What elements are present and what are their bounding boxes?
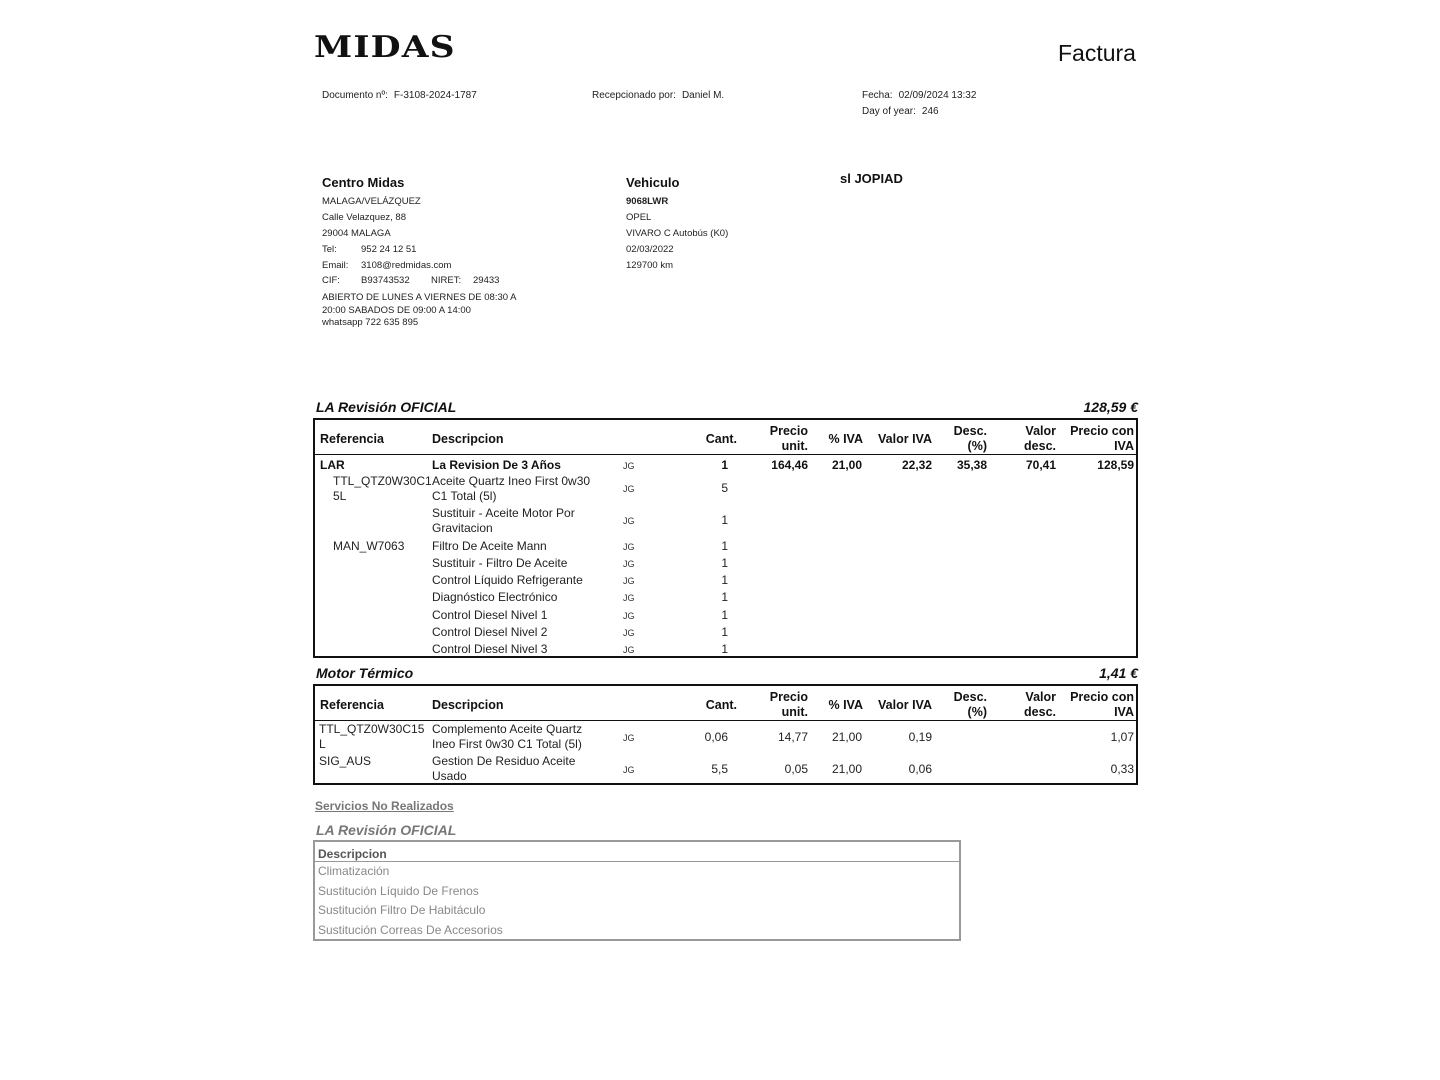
centro-city: 29004 MALAGA <box>322 228 391 239</box>
item-cant: 1 <box>721 625 728 639</box>
recepcionado-value: Daniel M. <box>681 90 725 101</box>
main-op: JG <box>623 461 635 471</box>
item-cant: 1 <box>721 513 728 527</box>
centro-email: Email: 3108@redmidas.com <box>322 260 452 271</box>
row-op: JG <box>623 733 635 743</box>
item-op: JG <box>623 628 635 638</box>
row-precio-iva: 0,33 <box>1110 762 1134 776</box>
nr-item: Sustitución Correas De Accesorios <box>318 922 503 937</box>
item-ref: TTL_QTZ0W30C1 <box>333 474 432 488</box>
customer-name: sl JOPIAD <box>840 171 903 186</box>
row-iva: 21,00 <box>831 730 862 744</box>
col-cant: Cant. <box>705 432 737 446</box>
item-desc: Control Diesel Nivel 3 <box>432 642 548 656</box>
main-precio: 164,46 <box>771 458 808 472</box>
fecha <box>862 90 976 101</box>
documento-number <box>322 90 477 101</box>
main-desc-pct: 35,38 <box>956 458 987 472</box>
row-iva: 21,00 <box>831 762 862 776</box>
row-ref: SIG_AUS <box>319 754 372 768</box>
nr-item: Sustitución Filtro De Habitáculo <box>318 903 486 917</box>
item-desc: Sustituir - Filtro De Aceite <box>432 556 568 570</box>
item-ref: MAN_W7063 <box>333 539 405 553</box>
row-desc: Complemento Aceite Quartz <box>432 722 583 736</box>
item-desc: Filtro De Aceite Mann <box>432 539 547 553</box>
item-desc-cont: Gravitacion <box>432 521 493 535</box>
item-cant: 1 <box>721 573 728 587</box>
item-cant: 1 <box>721 608 728 622</box>
row-precio: 14,77 <box>777 730 808 744</box>
row-cant: 5,5 <box>711 762 728 776</box>
item-op: JG <box>623 611 635 621</box>
row-desc-cont: Usado <box>432 769 467 783</box>
vehiculo-details <box>626 194 728 274</box>
recepcionado-por <box>592 90 724 101</box>
no-realizados-table <box>313 840 961 941</box>
row-valor-iva: 0,06 <box>908 762 932 776</box>
row-desc-cont: Ineo First 0w30 C1 Total (5l) <box>432 737 582 751</box>
item-op: JG <box>623 484 635 494</box>
section2-title: Motor Térmico <box>316 665 414 681</box>
section1-total: 128,59 € <box>1083 399 1138 415</box>
midas-logo: MIDAS <box>314 30 456 65</box>
item-cant: 1 <box>721 539 728 553</box>
item-op: JG <box>623 516 635 526</box>
vehiculo-plate: 9068LWR <box>626 196 669 207</box>
main-ref: LAR <box>320 458 345 472</box>
day-label: Day of year: <box>862 106 916 117</box>
documento-value: F-3108-2024-1787 <box>393 90 477 101</box>
col-precio: Precio unit. <box>769 424 808 453</box>
col-referencia: Referencia <box>320 698 384 712</box>
main-precio-iva: 128,59 <box>1097 458 1134 472</box>
recepcionado-label: Recepcionado por: <box>592 90 676 101</box>
item-desc: Sustituir - Aceite Motor Por <box>432 506 575 520</box>
nr-item: Climatización <box>318 864 390 878</box>
vehiculo-title: Vehiculo <box>626 175 680 190</box>
main-valor-iva: 22,32 <box>901 458 932 472</box>
item-op: JG <box>623 645 635 655</box>
col-valor-iva: Valor IVA <box>878 698 932 712</box>
col-descripcion: Descripcion <box>432 698 504 712</box>
centro-details <box>322 194 499 288</box>
section1-table <box>313 418 1138 658</box>
col-precio-iva: Precio con IVA <box>1070 424 1134 453</box>
day-of-year <box>862 106 939 117</box>
row-precio: 0,05 <box>784 762 808 776</box>
col-valor-iva: Valor IVA <box>878 432 932 446</box>
centro-tel: Tel: 952 24 12 51 <box>322 244 417 255</box>
centro-title: Centro Midas <box>322 175 405 190</box>
row-valor-iva: 0,19 <box>908 730 932 744</box>
section2-table <box>313 684 1138 785</box>
no-realizados-subtitle: LA Revisión OFICIAL <box>316 822 457 838</box>
centro-hours: ABIERTO DE LUNES A VIERNES DE 08:30 A 20:00 SABADOS DE 09:00 A 14:00 whatsapp 722 635 895 <box>322 292 517 328</box>
row-ref-cont: L <box>319 737 326 751</box>
item-desc: Diagnóstico Electrónico <box>432 590 558 604</box>
no-realizados-title: Servicios No Realizados <box>315 799 454 813</box>
item-cant: 5 <box>721 481 728 495</box>
day-value: 246 <box>921 106 939 117</box>
fecha-value: 02/09/2024 13:32 <box>898 90 977 101</box>
fecha-label: Fecha: <box>862 90 893 101</box>
col-referencia: Referencia <box>320 432 384 446</box>
item-op: JG <box>623 576 635 586</box>
main-cant: 1 <box>721 458 728 472</box>
col-desc: Desc. (%) <box>953 424 987 453</box>
vehiculo-brand: OPEL <box>626 212 652 223</box>
row-cant: 0,06 <box>704 730 728 744</box>
col-cant: Cant. <box>705 698 737 712</box>
item-ref-cont: 5L <box>333 489 347 503</box>
item-desc-cont: C1 Total (5l) <box>432 489 497 503</box>
main-iva: 21,00 <box>831 458 862 472</box>
col-iva: % IVA <box>828 432 863 446</box>
row-ref: TTL_QTZ0W30C15 <box>319 722 425 736</box>
col-valor-desc: Valor desc. <box>1024 690 1056 719</box>
item-cant: 1 <box>721 642 728 656</box>
item-op: JG <box>623 559 635 569</box>
documento-label: Documento nº: <box>322 90 388 101</box>
col-desc: Desc. (%) <box>953 690 987 719</box>
item-desc: Control Diesel Nivel 1 <box>432 608 548 622</box>
main-desc: La Revision De 3 Años <box>432 458 561 472</box>
col-precio-iva: Precio con IVA <box>1070 690 1134 719</box>
item-desc: Control Diesel Nivel 2 <box>432 625 548 639</box>
item-op: JG <box>623 542 635 552</box>
main-valor-desc: 70,41 <box>1025 458 1056 472</box>
section2-total: 1,41 € <box>1099 665 1138 681</box>
document-type-title: Factura <box>1058 40 1136 66</box>
item-op: JG <box>623 593 635 603</box>
centro-name: MALAGA/VELÁZQUEZ <box>322 196 421 207</box>
row-precio-iva: 1,07 <box>1110 730 1134 744</box>
row-desc: Gestion De Residuo Aceite <box>432 754 576 768</box>
item-cant: 1 <box>721 556 728 570</box>
centro-cif: CIF: B93743532 NIRET: 29433 <box>322 275 500 286</box>
vehiculo-date: 02/03/2022 <box>626 244 674 255</box>
nr-item: Sustitución Líquido De Frenos <box>318 883 479 898</box>
section1-title: LA Revisión OFICIAL <box>316 399 457 415</box>
item-desc: Control Líquido Refrigerante <box>432 573 583 587</box>
vehiculo-km: 129700 km <box>626 260 674 271</box>
vehiculo-model: VIVARO C Autobús (K0) <box>626 228 729 239</box>
nr-col-descripcion: Descripcion <box>318 847 387 861</box>
centro-street: Calle Velazquez, 88 <box>322 212 406 223</box>
item-cant: 1 <box>721 590 728 604</box>
col-descripcion: Descripcion <box>432 432 504 446</box>
col-valor-desc: Valor desc. <box>1024 424 1056 453</box>
item-desc: Aceite Quartz Ineo First 0w30 <box>432 474 591 488</box>
col-iva: % IVA <box>828 698 863 712</box>
col-precio: Precio unit. <box>769 690 808 719</box>
row-op: JG <box>623 765 635 775</box>
